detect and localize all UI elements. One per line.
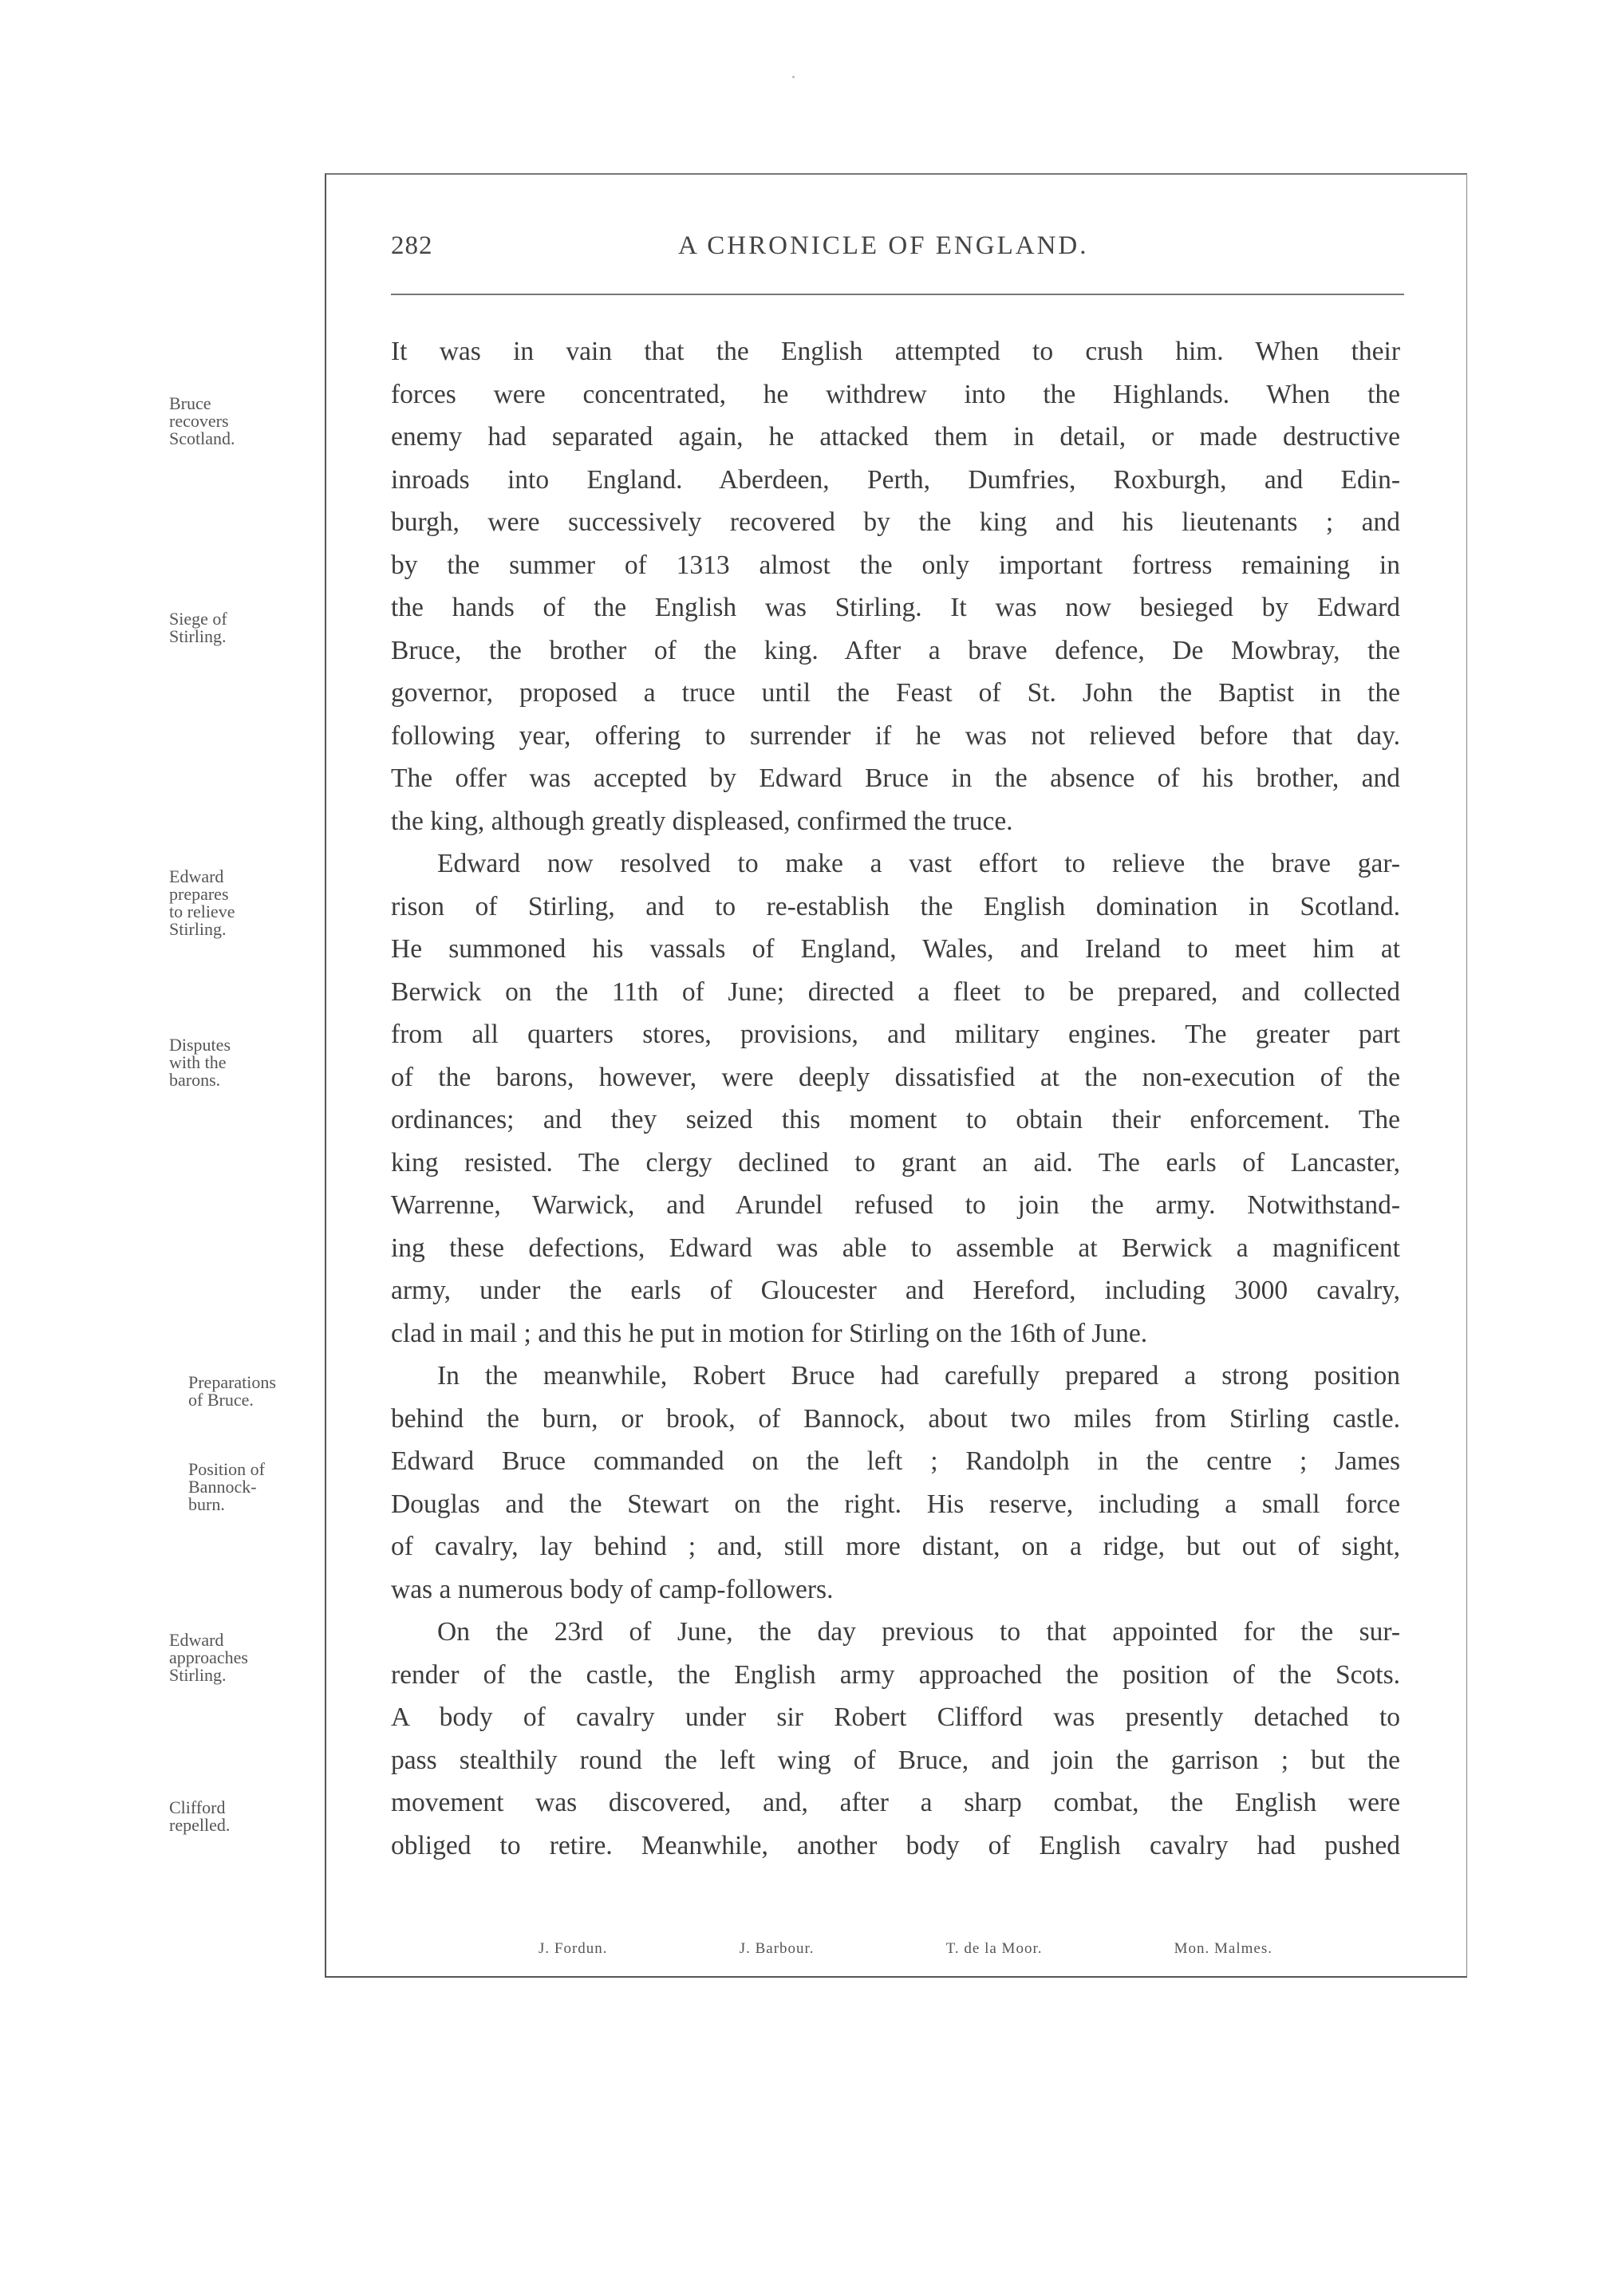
text-line: army, under the earls of Gloucester and Hereford, including 3000 cavalry, xyxy=(391,1276,1400,1305)
text-line: of cavalry, lay behind ; and, still more distant, on a ridge, but out of sight, xyxy=(391,1532,1400,1561)
text-line: movement was discovered, and, after a sharp combat, the English were xyxy=(391,1788,1400,1817)
text-line: governor, proposed a truce until the Feast of St. John the Baptist in the xyxy=(391,678,1400,708)
text-line: The offer was accepted by Edward Bruce in the absence of his brother, and xyxy=(391,763,1400,793)
text-line: Edward Bruce commanded on the left ; Randolph in the centre ; James xyxy=(391,1446,1400,1476)
citation: J. Fordun. xyxy=(539,1940,608,1957)
sidenote-line: Bruce xyxy=(169,393,211,413)
citation: Mon. Malmes. xyxy=(1174,1940,1272,1957)
sidenote-line: recovers xyxy=(169,411,229,431)
text-line: On the 23rd of June, the day previous to that appointed for the sur- xyxy=(437,1617,1400,1647)
text-line: Douglas and the Stewart on the right. His reserve, including a small force xyxy=(391,1489,1400,1519)
text-line: obliged to retire. Meanwhile, another body of English cavalry had pushed xyxy=(391,1830,1400,1860)
sidenote-line: Edward xyxy=(169,866,224,886)
text-line: of the barons, however, were deeply dissatisfied at the non-execution of the xyxy=(391,1062,1400,1092)
sidenote-line: prepares xyxy=(169,884,229,904)
text-line: king resisted. The clergy declined to grant an aid. The earls of Lancaster, xyxy=(391,1147,1400,1178)
text-line: by the summer of 1313 almost the only important fortress remaining in xyxy=(391,550,1400,580)
text-line: forces were concentrated, he withdrew into the Highlands. When the xyxy=(391,379,1400,409)
sidenote-line: approaches xyxy=(169,1647,248,1667)
text-line: render of the castle, the English army approached the position of the Scots. xyxy=(391,1659,1400,1690)
citation: T. de la Moor. xyxy=(945,1940,1043,1957)
text-line: enemy had separated again, he attacked them in detail, or made destructive xyxy=(391,422,1400,452)
paper-speck xyxy=(792,76,795,78)
text-line: Bruce, the brother of the king. After a brave defence, De Mowbray, the xyxy=(391,635,1400,665)
sidenote-disputes-with-barons xyxy=(169,1036,313,1089)
sidenote-edward-prepares xyxy=(169,868,313,938)
page-number: 282 xyxy=(391,231,433,260)
sidenote-line: to relieve xyxy=(169,901,235,921)
text-line: Edward now resolved to make a vast effort to relieve the brave gar- xyxy=(437,849,1400,878)
text-line: Warrenne, Warwick, and Arundel refused to join the army. Notwithstand- xyxy=(391,1190,1400,1220)
sidenote-line: Stirling. xyxy=(169,919,227,939)
running-title: A CHRONICLE OF ENGLAND. xyxy=(678,231,1089,260)
sidenote-bruce-recovers-scotland xyxy=(169,395,313,448)
sidenote-line: Disputes xyxy=(169,1035,231,1055)
sidenote-line: Edward xyxy=(169,1630,224,1650)
sidenote-line: Position of xyxy=(188,1459,265,1479)
sidenote-line: burn. xyxy=(188,1494,225,1514)
text-line: ordinances; and they seized this moment to obtain their enforcement. The xyxy=(391,1105,1400,1134)
running-head xyxy=(391,231,1404,271)
text-line: He summoned his vassals of England, Wales, and Ireland to meet him at xyxy=(391,934,1400,964)
header-rule xyxy=(391,294,1404,295)
text-line: ing these defections, Edward was able to assemble at Berwick a magnificent xyxy=(391,1233,1400,1263)
text-line: the king, although greatly displeased, confirmed the truce. xyxy=(391,806,1013,836)
sidenote-line: Stirling. xyxy=(169,1665,227,1685)
text-line: clad in mail ; and this he put in motion for Stirling on the 16th of June. xyxy=(391,1318,1148,1348)
text-line: following year, offering to surrender if he was not relieved before that day. xyxy=(391,720,1400,751)
text-line: Berwick on the 11th of June; directed a fleet to be prepared, and collected xyxy=(391,976,1400,1007)
sidenote-line: with the xyxy=(169,1052,227,1072)
text-line: from all quarters stores, provisions, and military engines. The greater part xyxy=(391,1020,1400,1049)
text-line: rison of Stirling, and to re-establish the English domination in Scotland. xyxy=(391,891,1400,921)
sidenote-position-of-bannockburn xyxy=(188,1461,332,1513)
text-line: In the meanwhile, Robert Bruce had carefully prepared a strong position xyxy=(437,1361,1400,1391)
text-line: pass stealthily round the left wing of Bruce, and join the garrison ; but the xyxy=(391,1745,1400,1775)
sidenote-line: Preparations xyxy=(188,1372,276,1392)
text-line: the hands of the English was Stirling. It was now besieged by Edward xyxy=(391,593,1400,622)
sidenote-line: of Bruce. xyxy=(188,1390,254,1410)
sidenote-edward-approaches xyxy=(169,1631,313,1684)
source-citations xyxy=(539,1940,1272,1958)
sidenote-preparations-of-bruce xyxy=(188,1374,332,1409)
text-line: was a numerous body of camp-followers. xyxy=(391,1574,834,1604)
sidenote-line: Stirling. xyxy=(169,626,227,646)
sidenote-line: Bannock- xyxy=(188,1477,257,1497)
text-line: A body of cavalry under sir Robert Clifford was presently detached to xyxy=(391,1702,1400,1732)
sidenote-line: Clifford xyxy=(169,1797,226,1817)
text-line: burgh, were successively recovered by the king and his lieutenants ; and xyxy=(391,507,1400,537)
citation: J. Barbour. xyxy=(739,1940,815,1957)
sidenote-line: Scotland. xyxy=(169,428,235,448)
sidenote-line: barons. xyxy=(169,1070,221,1090)
text-line: inroads into England. Aberdeen, Perth, Dumfries, Roxburgh, and Edin- xyxy=(391,464,1400,495)
body-text xyxy=(391,330,1400,1867)
sidenote-siege-of-stirling xyxy=(169,610,313,645)
sidenote-clifford-repelled xyxy=(169,1799,313,1834)
text-line: behind the burn, or brook, of Bannock, about two miles from Stirling castle. xyxy=(391,1403,1400,1434)
sidenote-line: repelled. xyxy=(169,1815,231,1835)
sidenote-line: Siege of xyxy=(169,609,227,629)
text-line: It was in vain that the English attempted to crush him. When their xyxy=(391,337,1400,366)
